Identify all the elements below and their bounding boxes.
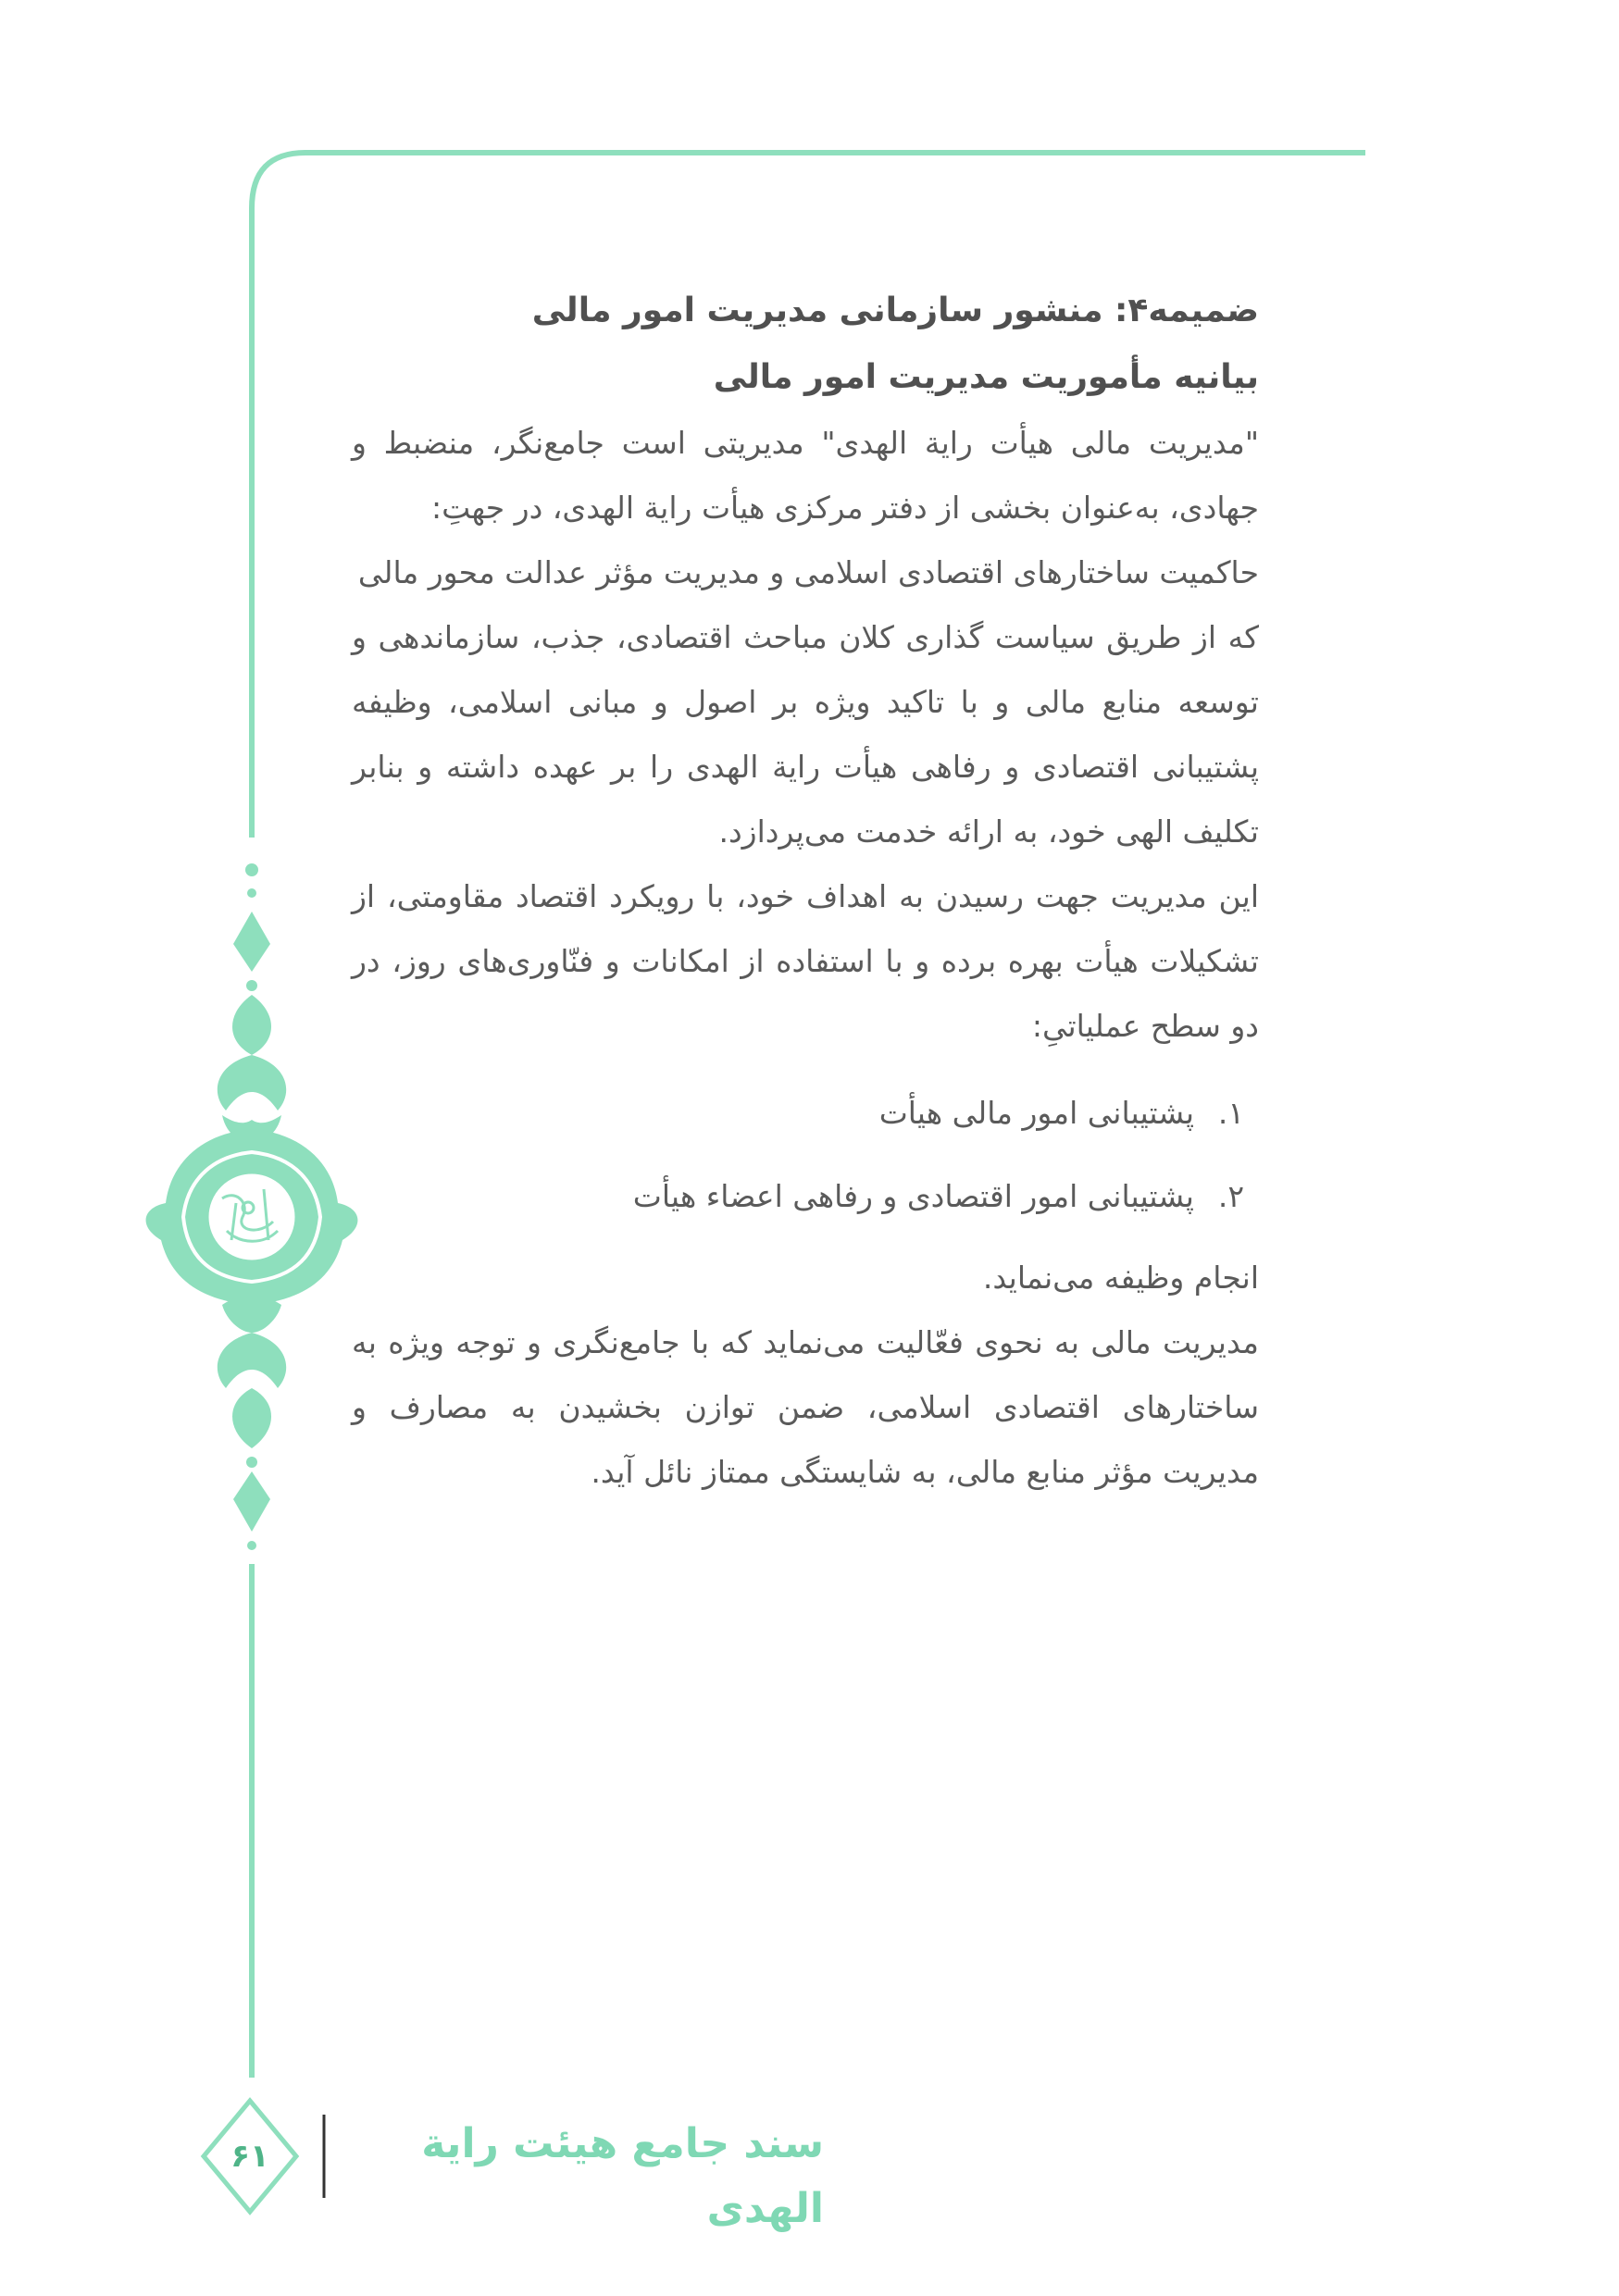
list-item-number: ۲. (1217, 1178, 1245, 1214)
section-title: ضمیمه۴: منشور سازمانی مدیریت امور مالی (531, 292, 1259, 329)
paragraph-approach: این مدیریت جهت رسیدن به اهداف خود، با رویکرد اقتصاد مقاومتی، از تشکیلات هیأت بهره برده و با استفاده از امکانات و فنّاوری‌های روز، در دو سطح عملیاتیِ: (352, 878, 1259, 1044)
paragraph-duty: انجام وظیفه می‌نماید. (982, 1260, 1259, 1296)
operational-levels-list (352, 1072, 1259, 1238)
list-item (352, 1072, 1259, 1155)
list-item-number: ۱. (1217, 1095, 1245, 1131)
list-item-text: پشتیبانی امور مالی هیأت (878, 1095, 1194, 1131)
page-number: ۶۱ (230, 2138, 269, 2175)
paragraph-sovereignty: حاکمیت ساختارهای اقتصادی اسلامی و مدیریت مؤثر عدالت محور مالی (357, 554, 1259, 590)
footer-book-title: سند جامع هیئت رایة الهدی (421, 2120, 824, 2232)
paragraph-conclusion: مدیریت مالی به نحوی فعّالیت می‌نماید که با جامع‌نگری و توجه ویژه به ساختارهای اقتصادی اسلامی، ضمن توازن بخشیدن به مصارف و مدیریت مؤثر منابع مالی، به شایستگی ممتاز نائل آید. (352, 1324, 1259, 1490)
list-item-text: پشتیبانی امور اقتصادی و رفاهی اعضاء هیأت (632, 1178, 1194, 1214)
paragraph-intro: "مدیریت مالی هیأت رایة الهدی" مدیریتی است جامع‌نگر، منضبط و جهادی، به‌عنوان بخشی از دفتر مرکزی هیأت رایة الهدی، در جهتِ: (352, 425, 1259, 526)
calligraphy-seal-icon (207, 1173, 296, 1261)
section-subtitle: بیانیه مأموریت مدیریت امور مالی (713, 358, 1259, 396)
document-body (352, 278, 1259, 1505)
paragraph-policy: که از طریق سیاست گذاری کلان مباحث اقتصادی، جذب، سازماندهی و توسعه منابع مالی و با تاکید ویژه بر اصول و مبانی اسلامی، وظیفه پشتیبانی اقتصادی و رفاهی هیأت رایة الهدی را بر عهده داشته و بنابر تکلیف الهی خود، به ارائه خدمت می‌پردازد. (352, 619, 1259, 850)
list-item (352, 1155, 1259, 1238)
